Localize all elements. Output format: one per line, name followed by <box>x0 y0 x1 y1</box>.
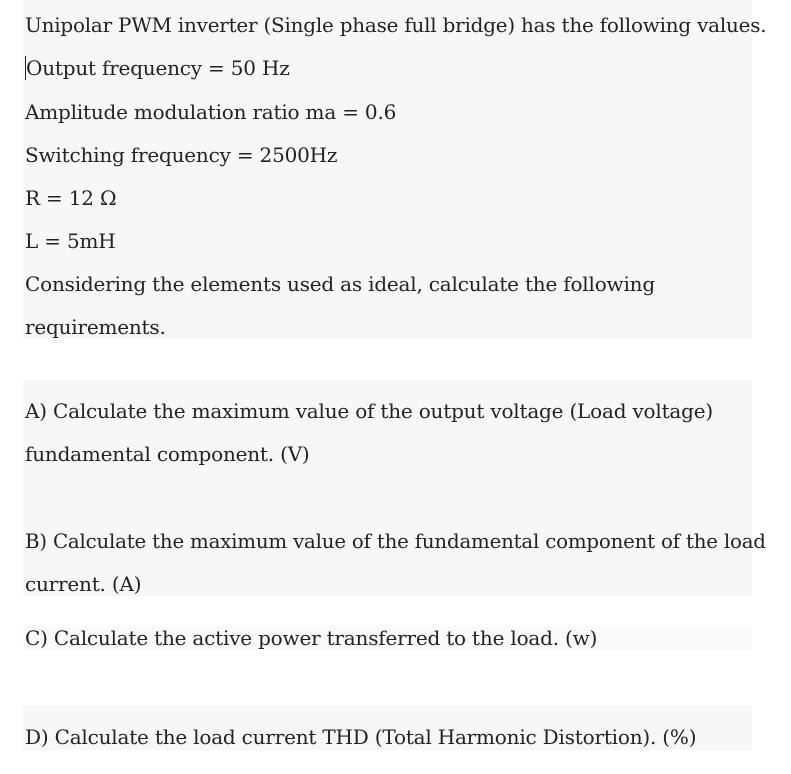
question-a-line-1: A) Calculate the maximum value of the output voltage (Load voltage) <box>25 399 713 423</box>
value-output-frequency: Output frequency = 50 Hz <box>26 56 290 80</box>
value-resistance: R = 12 Ω <box>25 186 117 210</box>
question-a-line-2: fundamental component. (V) <box>25 442 310 466</box>
value-inductance: L = 5mH <box>25 229 116 253</box>
problem-heading: Unipolar PWM inverter (Single phase full bridge) has the following values. <box>25 13 767 37</box>
value-switching-frequency: Switching frequency = 2500Hz <box>25 143 338 167</box>
question-c-line-1: C) Calculate the active power transferred to the load. (w) <box>25 626 598 650</box>
value-modulation-ratio: Amplitude modulation ratio ma = 0.6 <box>25 100 397 124</box>
instruction-line-2: requirements. <box>25 315 166 339</box>
question-b-line-2: current. (A) <box>25 572 142 596</box>
instruction-line-1: Considering the elements used as ideal, calculate the following <box>25 272 655 296</box>
question-b-line-1: B) Calculate the maximum value of the fundamental component of the load <box>25 529 766 553</box>
question-d-line-1: D) Calculate the load current THD (Total Harmonic Distortion). (%) <box>25 725 697 749</box>
